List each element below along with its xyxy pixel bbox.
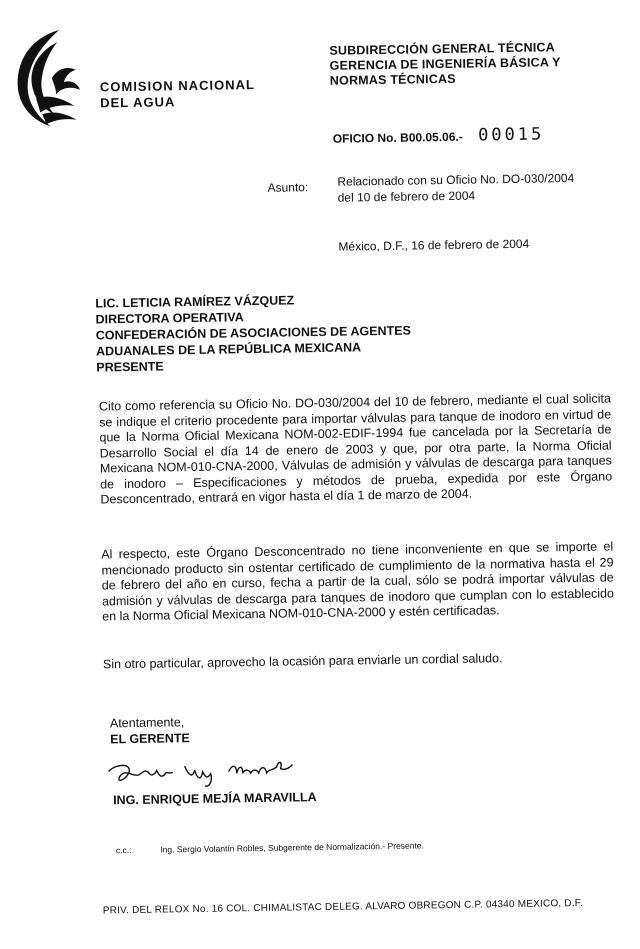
carbon-copy [116, 840, 424, 855]
organization-name [100, 77, 255, 111]
asunto-line-1: Relacionado con su Oficio No. DO-030/2004 [337, 170, 575, 189]
dept-line-2: GERENCIA DE INGENIERÍA BÁSICA Y [329, 55, 561, 73]
dept-line-3: NORMAS TÉCNICAS [329, 71, 456, 88]
asunto-label: Asunto: [267, 180, 309, 195]
closing-block [110, 714, 190, 747]
handwritten-signature [102, 754, 303, 793]
closing-salutation: Atentamente, [109, 715, 185, 731]
addressee-line-1: LIC. LETICIA RAMÍREZ VÁZQUEZ [95, 293, 295, 311]
addressee-line-4: ADUANALES DE LA REPÚBLICA MEXICANA [95, 340, 362, 359]
conagua-logo-icon [11, 28, 83, 129]
cc-text: Ing. Sergio Volantín Robles, Subgerente de Normalización.- Presente. [160, 840, 424, 855]
oficio-label: OFICIO No. B00.05.06.- [332, 129, 463, 146]
addressee-line-2: DIRECTORA OPERATIVA [95, 310, 244, 327]
cc-label: c.c.: [115, 845, 132, 856]
letter-date: México, D.F., 16 de febrero de 2004 [338, 236, 530, 254]
asunto-text [337, 169, 627, 206]
oficio-reference [333, 124, 545, 147]
body-paragraph-1: Cito como referencia su Oficio No. DO-030/2004 del 10 de febrero, mediante el cual solicita se indique el criterio procedente para importar válvulas para tanque de inodoro en virtud de que la Norma Oficial Mexicana NOM-002-EDIF-1994 fue cancelada por la Secretaría de Desarrollo Social el día 14 de enero de 2003 y que, por otra parte, la Norma Oficial Mexicana NOM-010-CNA-2000, Válvulas de admisión y válvulas de descarga para tanques de inodoro – Especificaciones y métodos de prueba, expedida por este Órgano Desconcentrado, entrará en vigor hasta el día 1 de marzo de 2004. [98, 391, 613, 507]
org-line-1: COMISION NACIONAL [99, 76, 255, 95]
addressee-line-3: CONFEDERACIÓN DE ASOCIACIONES DE AGENTES [95, 323, 411, 343]
closing-title: EL GERENTE [110, 731, 190, 747]
signer-name: ING. ENRIQUE MEJÍA MARAVILLA [113, 790, 317, 808]
body-paragraph-2: Al respecto, este Órgano Desconcentrado no tiene inconveniente en que se importe el mencionado producto sin ostentar certificado de cumplimiento de la normativa hasta el 29 de febrero del año en curso, fecha a partir de la cual, sólo se podrá importar válvulas de admisión y válvulas de descarga para tanques de inodoro que cumplan con lo establecido en la Norma Oficial Mexicana NOM-010-CNA-2000 y estén certificadas. [101, 539, 615, 624]
oficio-number: 00015 [477, 124, 545, 146]
department-block [329, 40, 561, 89]
footer-address: PRIV. DEL RELOX No. 16 COL. CHIMALISTAC DELEG. ALVARO OBREGON C.P. 04340 MEXICO, D.F. [102, 897, 584, 917]
asunto-line-2: del 10 de febrero de 2004 [337, 188, 476, 205]
body-paragraph-3: Sin otro particular, aprovecho la ocasión para enviarle un cordial saludo. [102, 651, 503, 672]
org-line-2: DEL AGUA [100, 94, 176, 111]
addressee-block [95, 291, 411, 376]
dept-line-1: SUBDIRECCIÓN GENERAL TÉCNICA [329, 40, 555, 58]
addressee-line-5: PRESENTE [96, 359, 164, 375]
